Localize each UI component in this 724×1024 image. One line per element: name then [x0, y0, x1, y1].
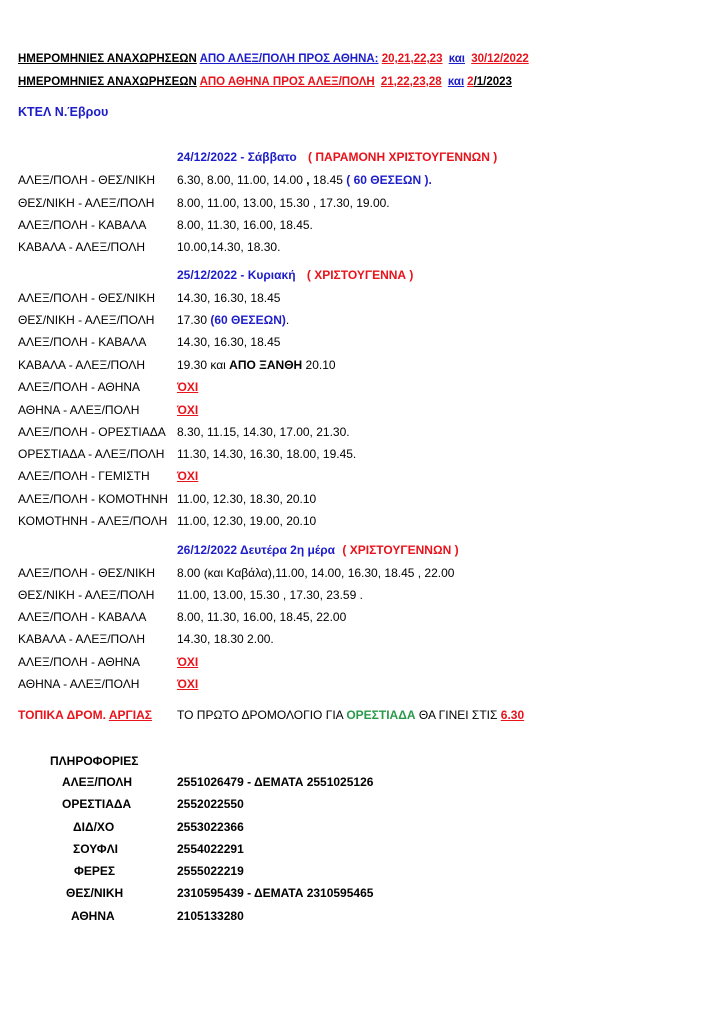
info-phone-1: 2551026479 - ΔΕΜΑΤΑ 2551025126 [177, 775, 374, 789]
day2-route-9: ΑΛΕΞ/ΠΟΛΗ - ΓΕΜΙΣΤΗ [18, 469, 150, 483]
day2-times-2 [177, 313, 289, 327]
day1-route-4: ΚΑΒΑΛΑ - ΑΛΕΞ/ΠΟΛΗ [18, 240, 145, 254]
day1-date: 24/12/2022 - Σάββατο [177, 150, 297, 164]
day2-times-7: 8.30, 11.15, 14.30, 17.00, 21.30. [177, 425, 350, 439]
day2-note: ( ΧΡΙΣΤΟΥΓΕΝΝΑ ) [306, 268, 414, 282]
day2-date: 25/12/2022 - Κυριακή [177, 268, 296, 282]
info-title: ΠΛΗΡΟΦΟΡΙΕΣ [50, 754, 139, 768]
day2-route-5: ΑΛΕΞ/ΠΟΛΗ - ΑΘΗΝΑ [18, 380, 141, 394]
info-phone-7: 2105133280 [177, 909, 244, 923]
day2-route-10: ΑΛΕΞ/ΠΟΛΗ - ΚΟΜΟΤΗΝΗ [18, 492, 168, 506]
day2-times-4 [177, 358, 336, 372]
day1-times-1-a: 6.30, 8.00, 11.00, 14.00 [177, 173, 307, 187]
day1-times-1 [177, 173, 432, 187]
day3-route-3: ΑΛΕΞ/ΠΟΛΗ - ΚΑΒΑΛΑ [18, 610, 147, 624]
day1-heading [177, 150, 497, 164]
day2-times-4-a: 19.30 και [177, 358, 230, 372]
info-city-3: ΔΙΔ/ΧΟ [73, 820, 115, 834]
day1-route-1: ΑΛΕΞ/ΠΟΛΗ - ΘΕΣ/ΝΙΚΗ [18, 173, 156, 187]
day2-times-4-bold: ΑΠΟ ΞΑΝΘΗ [229, 358, 303, 372]
header-line-2 [18, 76, 512, 88]
header-1-route: ΑΠΟ ΑΛΕΞ/ΠΟΛΗ ΠΡΟΣ ΑΘΗΝΑ: [199, 53, 379, 65]
info-phone-5: 2555022219 [177, 864, 244, 878]
day2-route-7: ΑΛΕΞ/ΠΟΛΗ - ΟΡΕΣΤΙΑΔΑ [18, 425, 166, 439]
day2-no-9: ΌΧΙ [177, 469, 199, 483]
day3-times-4: 14.30, 18.30 2.00. [177, 632, 274, 646]
local-time: 6.30 [500, 708, 525, 722]
header-1-and: και [448, 53, 465, 65]
day3-no-5: ΌΧΙ [177, 655, 199, 669]
day2-times-2-a: 17.30 [177, 313, 211, 327]
info-phone-3: 2553022366 [177, 820, 244, 834]
info-city-6: ΘΕΣ/ΝΙΚΗ [66, 886, 124, 900]
day2-route-4: ΚΑΒΑΛΑ - ΑΛΕΞ/ΠΟΛΗ [18, 358, 145, 372]
day2-no-6: ΌΧΙ [177, 403, 199, 417]
day3-no-6: ΌΧΙ [177, 677, 199, 691]
day2-no-5: ΌΧΙ [177, 380, 199, 394]
day1-note: ( ΠΑΡΑΜΟΝΗ ΧΡΙΣΤΟΥΓΕΝΝΩΝ ) [308, 150, 498, 164]
info-city-5: ΦΕΡΕΣ [74, 864, 116, 878]
day3-times-2: 11.00, 13.00, 15.30 , 17.30, 23.59 . [177, 588, 363, 602]
day2-heading [177, 268, 413, 282]
day2-route-11: ΚΟΜΟΤΗΝΗ - ΑΛΕΞ/ΠΟΛΗ [18, 514, 168, 528]
day1-times-1-extra: ( 60 ΘΕΣΕΩΝ ). [346, 173, 432, 187]
day3-route-5: ΑΛΕΞ/ΠΟΛΗ - ΑΘΗΝΑ [18, 655, 141, 669]
day1-times-1-comma: , [306, 173, 310, 187]
day1-route-2: ΘΕΣ/ΝΙΚΗ - ΑΛΕΞ/ΠΟΛΗ [18, 196, 155, 210]
header-1-label: ΗΜΕΡΟΜΗΝΙΕΣ ΑΝΑΧΩΡΗΣΕΩΝ [18, 53, 197, 65]
day2-times-2-tail: . [285, 313, 290, 327]
day1-route-3: ΑΛΕΞ/ΠΟΛΗ - ΚΑΒΑΛΑ [18, 218, 147, 232]
header-2-and: και [447, 76, 465, 88]
day3-times-3: 8.00, 11.30, 16.00, 18.45, 22.00 [177, 610, 347, 624]
local-text-a: ΤΟ ΠΡΩΤΟ ΔΡΟΜΟΛΟΓΙΟ ΓΙΑ [177, 708, 347, 722]
day3-note: ( ΧΡΙΣΤΟΥΓΕΝΝΩΝ ) [342, 543, 459, 557]
day2-times-10: 11.00, 12.30, 18.30, 20.10 [177, 492, 317, 506]
header-2-route: ΑΠΟ ΑΘΗΝΑ ΠΡΟΣ ΑΛΕΞ/ΠΟΛΗ [199, 76, 375, 88]
day3-route-4: ΚΑΒΑΛΑ - ΑΛΕΞ/ΠΟΛΗ [18, 632, 145, 646]
local-text [177, 708, 524, 722]
day2-times-4-b: 20.10 [302, 358, 336, 372]
info-city-1: ΑΛΕΞ/ΠΟΛΗ [62, 775, 133, 789]
info-phone-4: 2554022291 [177, 842, 244, 856]
day2-route-1: ΑΛΕΞ/ΠΟΛΗ - ΘΕΣ/ΝΙΚΗ [18, 291, 156, 305]
local-label [18, 708, 152, 722]
day1-times-4: 10.00,14.30, 18.30. [177, 240, 281, 254]
info-city-2: ΟΡΕΣΤΙΑΔΑ [62, 797, 132, 811]
day3-route-6: ΑΘΗΝΑ - ΑΛΕΞ/ΠΟΛΗ [18, 677, 140, 691]
header-2-label: ΗΜΕΡΟΜΗΝΙΕΣ ΑΝΑΧΩΡΗΣΕΩΝ [18, 76, 197, 88]
day2-route-2: ΘΕΣ/ΝΙΚΗ - ΑΛΕΞ/ΠΟΛΗ [18, 313, 155, 327]
header-1-last: 30/12/2022 [471, 53, 529, 65]
local-place: ΟΡΕΣΤΙΑΔΑ [346, 708, 416, 722]
day2-route-8: ΟΡΕΣΤΙΑΔΑ - ΑΛΕΞ/ΠΟΛΗ [18, 447, 165, 461]
local-label-a: ΤΟΠΙΚΑ ΔΡΟΜ. [18, 708, 109, 722]
day3-route-1: ΑΛΕΞ/ΠΟΛΗ - ΘΕΣ/ΝΙΚΗ [18, 566, 156, 580]
day2-times-3: 14.30, 16.30, 18.45 [177, 335, 281, 349]
day3-route-2: ΘΕΣ/ΝΙΚΗ - ΑΛΕΞ/ΠΟΛΗ [18, 588, 155, 602]
day3-heading [177, 543, 459, 557]
day2-route-6: ΑΘΗΝΑ - ΑΛΕΞ/ΠΟΛΗ [18, 403, 140, 417]
day3-date: 26/12/2022 Δευτέρα 2η μέρα [177, 543, 336, 557]
day2-route-3: ΑΛΕΞ/ΠΟΛΗ - ΚΑΒΑΛΑ [18, 335, 147, 349]
day1-times-2: 8.00, 11.00, 13.00, 15.30 , 17.30, 19.00. [177, 196, 390, 210]
header-2-last-b: /1/2023 [473, 76, 512, 88]
header-1-dates: 20,21,22,23 [381, 53, 443, 65]
day2-times-11: 11.00, 12.30, 19.00, 20.10 [177, 514, 317, 528]
day2-times-1: 14.30, 16.30, 18.45 [177, 291, 281, 305]
day1-times-1-b: 18.45 [309, 173, 347, 187]
info-city-7: ΑΘΗΝΑ [71, 909, 115, 923]
local-text-b: ΘΑ ΓΙΝΕΙ ΣΤΙΣ [415, 708, 501, 722]
info-phone-2: 2552022550 [177, 797, 244, 811]
header-2-last-a: 2 [467, 76, 474, 88]
company-name: ΚΤΕΛ Ν.Έβρου [18, 105, 109, 119]
day2-times-8: 11.30, 14.30, 16.30, 18.00, 19.45. [177, 447, 357, 461]
info-phone-6: 2310595439 - ΔΕΜΑΤΑ 2310595465 [177, 886, 374, 900]
local-label-b: ΑΡΓΙΑΣ [108, 708, 152, 722]
header-line-1 [18, 53, 529, 65]
day2-times-2-extra: (60 ΘΕΣΕΩΝ) [210, 313, 286, 327]
header-2-dates: 21,22,23,28 [380, 76, 442, 88]
info-city-4: ΣΟΥΦΛΙ [73, 842, 118, 856]
day1-times-3: 8.00, 11.30, 16.00, 18.45. [177, 218, 313, 232]
day3-times-1: 8.00 (και Καβάλα),11.00, 14.00, 16.30, 18.45 , 22.00 [177, 566, 455, 580]
